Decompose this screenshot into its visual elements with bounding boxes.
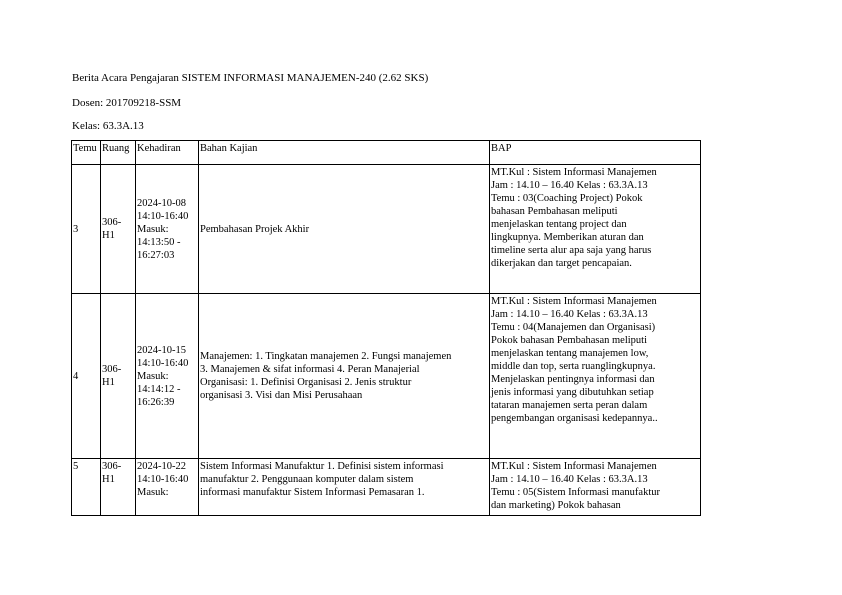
cell-ruang: 306- H1 bbox=[101, 294, 136, 459]
col-header-kehadiran: Kehadiran bbox=[136, 141, 199, 165]
cell-kehadiran: 2024-10-08 14:10-16:40 Masuk: 14:13:50 - 16:27:03 bbox=[136, 165, 199, 294]
table-header-row bbox=[72, 141, 701, 165]
cell-bahan-kajian: Sistem Informasi Manufaktur 1. Definisi sistem informasi manufaktur 2. Penggunaan komputer dalam sistem informasi manufaktur Sistem Informasi Pemasaran 1. bbox=[199, 459, 490, 516]
cell-temu: 5 bbox=[72, 459, 101, 516]
lecturer-line: Dosen: 201709218-SSM bbox=[72, 97, 182, 109]
table-row bbox=[72, 459, 701, 516]
table-row bbox=[72, 294, 701, 459]
cell-temu: 3 bbox=[72, 165, 101, 294]
cell-ruang: 306- H1 bbox=[101, 459, 136, 516]
cell-kehadiran: 2024-10-22 14:10-16:40 Masuk: bbox=[136, 459, 199, 516]
col-header-bahan-kajian: Bahan Kajian bbox=[199, 141, 490, 165]
cell-bap: MT.Kul : Sistem Informasi Manajemen Jam : 14.10 – 16.40 Kelas : 63.3A.13 Temu : 03(Coaching Project) Pokok bahasan Pembahasan meliputi menjelaskan tentang project dan lingkupnya. Memberikan aturan dan timeline serta alur apa saja yang harus dikerjakan dan target pencapaian. bbox=[490, 165, 701, 294]
class-line: Kelas: 63.3A.13 bbox=[72, 120, 144, 132]
col-header-bap: BAP bbox=[490, 141, 701, 165]
cell-bap: MT.Kul : Sistem Informasi Manajemen Jam : 14.10 – 16.40 Kelas : 63.3A.13 Temu : 04(Manajemen dan Organisasi) Pokok bahasan Pembahasan meliputi menjelaskan tentang manajemen low, middle dan top, serta ruanglingkupnya. Menjelaskan pentingnya informasi dan jenis informasi yang dibutuhkan setiap tataran manajemen serta peran dalam pengembangan organisasi kedepannya.. bbox=[490, 294, 701, 459]
cell-bahan-kajian: Pembahasan Projek Akhir bbox=[199, 165, 490, 294]
col-header-ruang: Ruang bbox=[101, 141, 136, 165]
document-title: Berita Acara Pengajaran SISTEM INFORMASI MANAJEMEN-240 (2.62 SKS) bbox=[72, 72, 429, 84]
cell-bap: MT.Kul : Sistem Informasi Manajemen Jam : 14.10 – 16.40 Kelas : 63.3A.13 Temu : 05(Sistem Informasi manufaktur dan marketing) Pokok bahasan bbox=[490, 459, 701, 516]
table-row bbox=[72, 165, 701, 294]
cell-bahan-kajian: Manajemen: 1. Tingkatan manajemen 2. Fungsi manajemen 3. Manajemen & sifat informasi 4. Peran Manajerial Organisasi: 1. Definisi Organisasi 2. Jenis struktur organisasi 3. Visi dan Misi Perusahaan bbox=[199, 294, 490, 459]
cell-temu: 4 bbox=[72, 294, 101, 459]
bap-table bbox=[71, 140, 701, 516]
col-header-temu: Temu bbox=[72, 141, 101, 165]
cell-kehadiran: 2024-10-15 14:10-16:40 Masuk: 14:14:12 - 16:26:39 bbox=[136, 294, 199, 459]
cell-ruang: 306- H1 bbox=[101, 165, 136, 294]
